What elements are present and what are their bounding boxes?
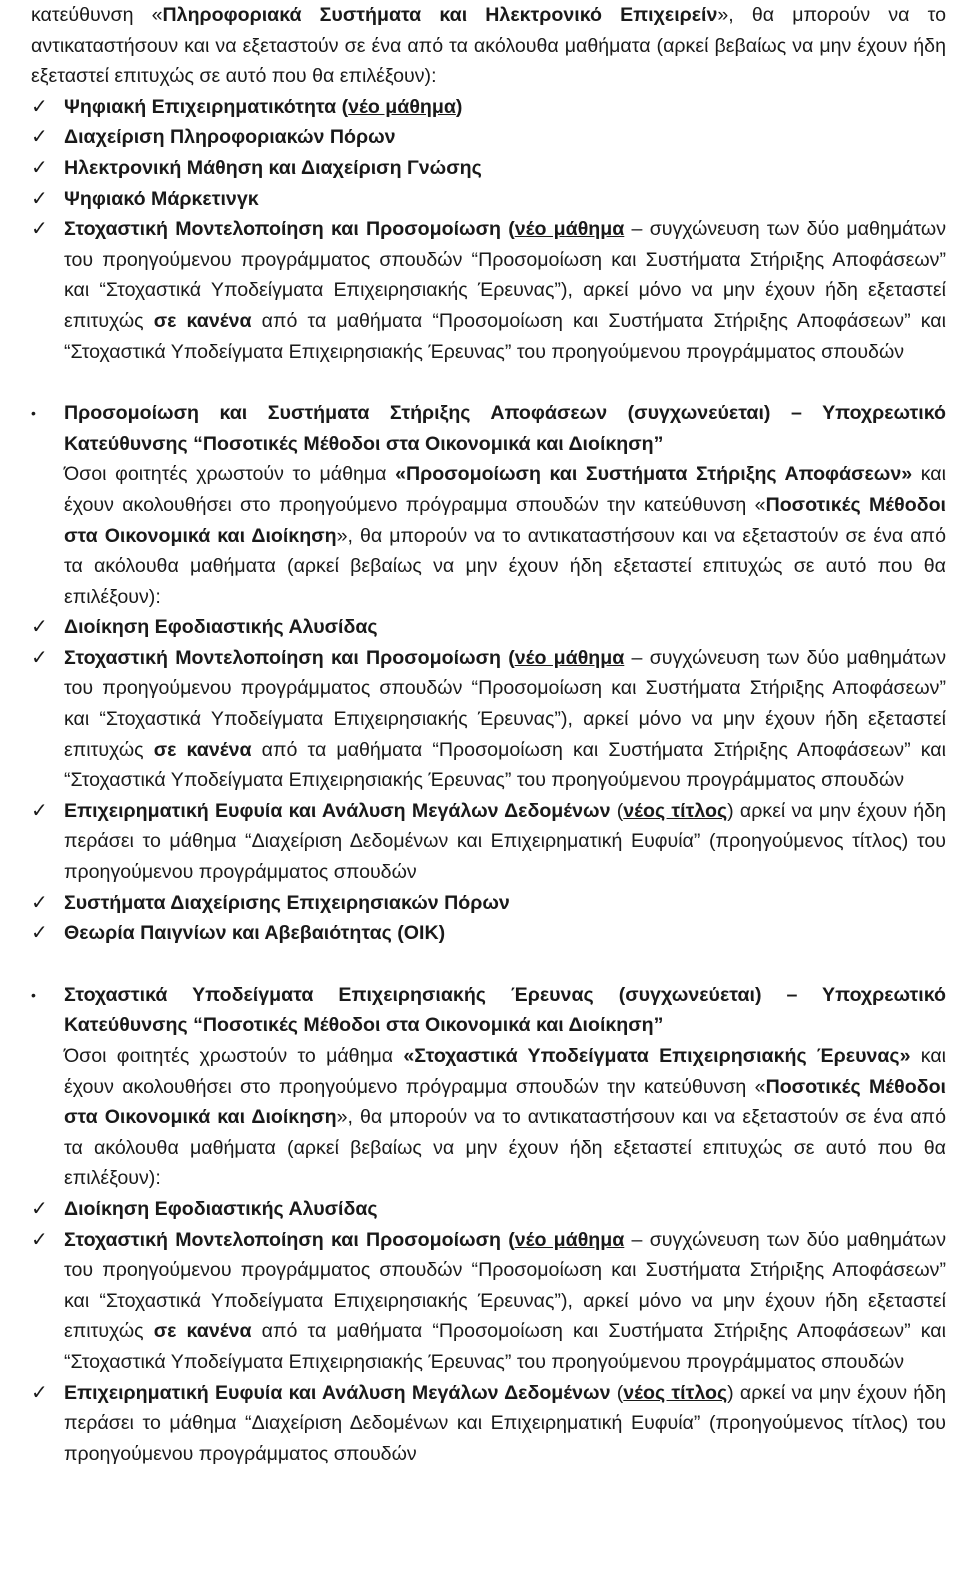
course-name: «Προσομοίωση και Συστήματα Στήριξης Αποφάσεων»: [395, 463, 913, 486]
course-name: Στοχαστική Μοντελοποίηση και Προσομοίωση: [64, 646, 501, 669]
checkmark-icon: ✓: [31, 891, 48, 914]
section-stochastic-models: [31, 980, 946, 1194]
intro-paragraph: [31, 0, 946, 92]
emphasis-text: σε κανένα: [153, 309, 252, 332]
course-name: Διοίκηση Εφοδιαστικής Αλυσίδας: [64, 1197, 378, 1220]
list-item: [31, 1194, 946, 1225]
section-paragraph: Όσοι φοιτητές χρωστούν το μάθημα «Προσομοίωση και Συστήματα Στήριξης Αποφάσεων» και έχουν ακολουθήσει στο προηγούμενο πρόγραμμα σπουδών την κατεύθυνση «Ποσοτικές Μέθοδοι στα Οικονομικά και Διοίκηση», θα μπορούν να το αντικαταστήσουν και να εξεταστούν σε ένα από τα ακόλουθα μαθήματα (αρκεί βεβαίως να μην έχουν ήδη εξεταστεί επιτυχώς σε αυτό που θα επιλέξουν):: [64, 463, 946, 608]
list-item: [31, 918, 946, 949]
course-name: Ψηφιακό Μάρκετινγκ: [64, 187, 259, 210]
checkmark-icon: ✓: [31, 799, 48, 822]
new-title-tag: νέος τίτλος: [623, 799, 728, 822]
list-item: [31, 184, 946, 215]
direction-name: Ποσοτικές Μέθοδοι στα Οικονομικά και Διοίκηση: [64, 1075, 946, 1129]
checkmark-icon: ✓: [31, 126, 48, 149]
course-name: Στοχαστική Μοντελοποίηση και Προσομοίωση: [64, 218, 501, 241]
list-item: ✓ Στοχαστική Μοντελοποίηση και Προσομοίωση (νέο μάθημα – συγχώνευση των δύο μαθημάτων του προηγούμενου προγράμματος σπουδών “Προσομοίωση και Συστήματα Στήριξης Αποφάσεων” και “Στοχαστικά Υποδείγματα Επιχειρησιακής Έρευνας”), αρκεί μόνο να μην έχουν ήδη εξεταστεί επιτυχώς σε κανένα από τα μαθήματα “Προσομοίωση και Συστήματα Στήριξης Αποφάσεων” και “Στοχαστικά Υποδείγματα Επιχειρησιακής Έρευνας” του προηγούμενου προγράμματος σπουδών: [31, 1225, 946, 1378]
course-name: «Στοχαστικά Υποδείγματα Επιχειρησιακής Έρευνας»: [403, 1045, 911, 1067]
checkmark-icon: ✓: [31, 95, 48, 118]
checkmark-icon: ✓: [31, 218, 48, 241]
checkmark-icon: ✓: [31, 616, 48, 639]
course-name: Συστήματα Διαχείρισης Επιχειρησιακών Πόρων: [64, 891, 510, 914]
emphasis-text: σε κανένα: [153, 1320, 252, 1343]
checkmark-icon: ✓: [31, 187, 48, 210]
checkmark-icon: ✓: [31, 1381, 48, 1404]
emphasis-text: σε κανένα: [153, 738, 252, 761]
intro-direction: Πληροφοριακά Συστήματα και Ηλεκτρονικό Επιχειρείν: [162, 4, 718, 26]
new-course-tag: νέο μάθημα: [514, 218, 625, 241]
direction-name: Ποσοτικές Μέθοδοι στα Οικονομικά και Διοίκηση: [64, 493, 946, 547]
list-item: ✓ Επιχειρηματική Ευφυία και Ανάλυση Μεγάλων Δεδομένων (νέος τίτλος) αρκεί να μην έχουν ήδη περάσει το μάθημα “Διαχείριση Δεδομένων και Επιχειρηματική Ευφυία” (προηγούμενος τίτλος) του προηγούμενου προγράμματος σπουδών: [31, 1378, 946, 1470]
course-name: Θεωρία Παιγνίων και Αβεβαιότητας (ΟΙΚ): [64, 922, 446, 945]
list-item: ✓ Στοχαστική Μοντελοποίηση και Προσομοίωση (νέο μάθημα – συγχώνευση των δύο μαθημάτων του προηγούμενου προγράμματος σπουδών “Προσομοίωση και Συστήματα Στήριξης Αποφάσεων” και “Στοχαστικά Υποδείγματα Επιχειρησιακής Έρευνας”), αρκεί μόνο να μην έχουν ήδη εξεταστεί επιτυχώς σε κανένα από τα μαθήματα “Προσομοίωση και Συστήματα Στήριξης Αποφάσεων” και “Στοχαστικά Υποδείγματα Επιχειρησιακής Έρευνας” του προηγούμενου προγράμματος σπουδών: [31, 643, 946, 796]
course-name: Στοχαστική Μοντελοποίηση και Προσομοίωση: [64, 1228, 501, 1251]
new-course-tag: νέο μάθημα: [514, 1228, 625, 1251]
course-name: Επιχειρηματική Ευφυία και Ανάλυση Μεγάλων Δεδομένων: [64, 799, 611, 822]
list-item: [31, 122, 946, 153]
section2-course-list: [31, 1194, 946, 1469]
course-name: Επιχειρηματική Ευφυία και Ανάλυση Μεγάλων Δεδομένων: [64, 1381, 611, 1404]
checkmark-icon: ✓: [31, 646, 48, 669]
intro-text-1: κατεύθυνση «: [31, 4, 163, 26]
section-title: Προσομοίωση και Συστήματα Στήριξης Αποφάσεων (συγχωνεύεται) – Υποχρεωτικό Κατεύθυνσης “Ποσοτικές Μέθοδοι στα Οικονομικά και Διοίκηση”: [64, 402, 946, 455]
section-title: Στοχαστικά Υποδείγματα Επιχειρησιακής Έρευνας (συγχωνεύεται) – Υποχρεωτικό Κατεύθυνσης “Ποσοτικές Μέθοδοι στα Οικονομικά και Διοίκηση”: [64, 983, 946, 1037]
list-item: ✓ Επιχειρηματική Ευφυία και Ανάλυση Μεγάλων Δεδομένων (νέος τίτλος) αρκεί να μην έχουν ήδη περάσει το μάθημα “Διαχείριση Δεδομένων και Επιχειρηματική Ευφυία” (προηγούμενος τίτλος) του προηγούμενου προγράμματος σπουδών: [31, 796, 946, 888]
new-course-tag: νέο μάθημα: [514, 646, 625, 669]
checkmark-icon: ✓: [31, 156, 48, 179]
intro-text-2: », θα μπορούν να το αντικαταστήσουν και να εξεταστούν σε ένα από τα ακόλουθα μαθήματα (αρκεί βεβαίως να μην έχουν ήδη εξεταστεί επιτυχώς σε αυτό που θα επιλέξουν):: [31, 4, 946, 88]
intro-course-list: [31, 92, 946, 367]
course-name: Ψηφιακή Επιχειρηματικότητα: [64, 95, 337, 118]
list-item: [31, 153, 946, 184]
course-name: Ηλεκτρονική Μάθηση και Διαχείριση Γνώσης: [64, 156, 482, 179]
list-item: [31, 612, 946, 643]
checkmark-icon: ✓: [31, 1197, 48, 1220]
checkmark-icon: ✓: [31, 922, 48, 945]
new-title-tag: νέος τίτλος: [623, 1381, 728, 1404]
new-course-tag: νέο μάθημα: [348, 95, 456, 118]
bullet-icon: •: [31, 986, 36, 1003]
checkmark-icon: ✓: [31, 1228, 48, 1251]
section-simulation-dss: [31, 398, 946, 612]
course-name: Διοίκηση Εφοδιαστικής Αλυσίδας: [64, 616, 378, 639]
bullet-icon: •: [31, 405, 36, 422]
course-name: Διαχείριση Πληροφοριακών Πόρων: [64, 126, 396, 149]
section-paragraph: Όσοι φοιτητές χρωστούν το μάθημα «Στοχαστικά Υποδείγματα Επιχειρησιακής Έρευνας» και έχουν ακολουθήσει στο προηγούμενο πρόγραμμα σπουδών την κατεύθυνση «Ποσοτικές Μέθοδοι στα Οικονομικά και Διοίκηση», θα μπορούν να το αντικαταστήσουν και να εξεταστούν σε ένα από τα ακόλουθα μαθήματα (αρκεί βεβαίως να μην έχουν ήδη εξεταστεί επιτυχώς σε αυτό που θα επιλέξουν):: [64, 1045, 946, 1190]
list-item: ✓ Ψηφιακή Επιχειρηματικότητα (νέο μάθημα): [31, 92, 946, 123]
list-item: [31, 888, 946, 919]
list-item: ✓ Στοχαστική Μοντελοποίηση και Προσομοίωση (νέο μάθημα – συγχώνευση των δύο μαθημάτων του προηγούμενου προγράμματος σπουδών “Προσομοίωση και Συστήματα Στήριξης Αποφάσεων” και “Στοχαστικά Υποδείγματα Επιχειρησιακής Έρευνας”), αρκεί μόνο να μην έχουν ήδη εξεταστεί επιτυχώς σε κανένα από τα μαθήματα “Προσομοίωση και Συστήματα Στήριξης Αποφάσεων” και “Στοχαστικά Υποδείγματα Επιχειρησιακής Έρευνας” του προηγούμενου προγράμματος σπουδών: [31, 214, 946, 367]
section1-course-list: [31, 612, 946, 949]
